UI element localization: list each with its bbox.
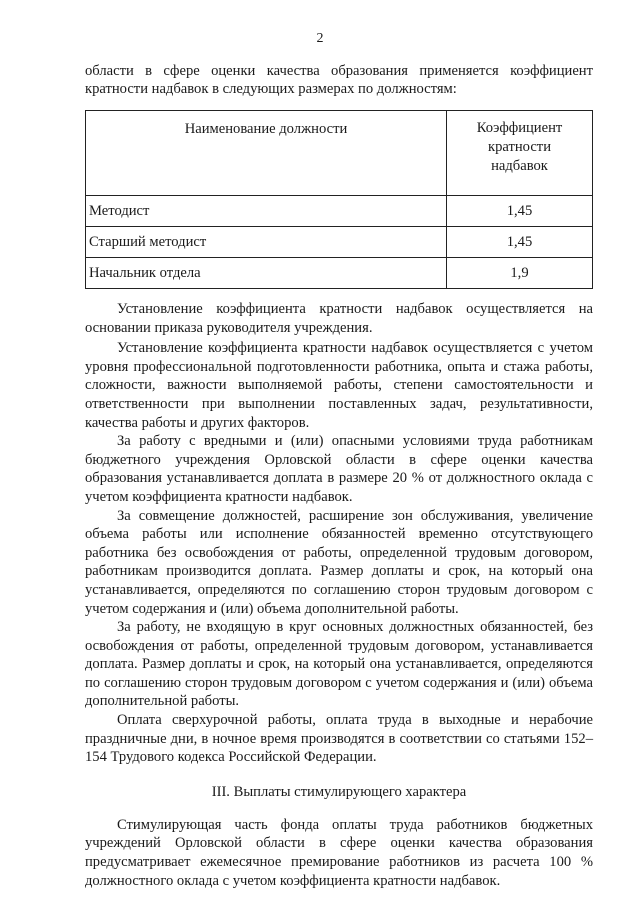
header-coefficient-line: Коэффициент [476,120,563,136]
row-coefficient: 1,45 [447,196,593,227]
table-row [86,227,593,258]
paragraph: За работу, не входящую в круг основных должностных обязанностей, без освобождения от работы, определенной трудовым договором, устанавливается доплата. Размер доплаты и срок, на который она устанавливается, определяются по соглашению сторон трудовым договором с учетом содержания и (или) объема дополнительной работы. [85,619,593,710]
table-header-row [86,111,593,196]
document-content [85,62,593,890]
header-coefficient-line: надбавок [491,158,548,174]
intro-line-2: кратности надбавок в следующих размерах по должностям: [85,81,457,97]
header-position: Наименование должности [86,111,447,196]
table-row [86,258,593,289]
paragraph: За работу с вредными и (или) опасными условиями труда работникам бюджетного учреждения Орловской области в сфере оценки качества образования устанавливается доплата в размере 20 % от должностного оклада с учетом коэффициента кратности надбавок. [85,433,593,505]
page-number: 2 [316,31,324,46]
header-coefficient-line: кратности [488,139,551,155]
intro-line-1: области в сфере оценки качества образования применяется коэффициент [85,63,593,79]
paragraph: Оплата сверхурочной работы, оплата труда в выходные и нерабочие праздничные дни, в ночное время производятся в соответствии со статьями 152–154 Трудового кодекса Российской Федерации. [85,712,593,766]
row-coefficient: 1,9 [447,258,593,289]
section-title: III. Выплаты стимулирующего характера [211,783,467,800]
final-paragraph: Стимулирующая часть фонда оплаты труда работников бюджетных учреждений Орловской области в сфере оценки качества образования предусматривает ежемесячное премирование работников из расчета 100 % должностного оклада с учетом коэффициента кратности надбавок. [85,816,593,889]
row-position: Старший методист [86,227,447,258]
paragraph: Установление коэффициента кратности надбавок осуществляется на основании приказа руководителя учреждения. [85,301,593,336]
paragraph: Установление коэффициента кратности надбавок осуществляется с учетом уровня профессиональной подготовленности работника, опыта и стажа работы, сложности, важности выполняемой работы, степени самостоятельности и ответственности при выполнении поставленных задач, результативности, качества работы и других факторов. [85,340,593,431]
row-position: Начальник отдела [86,258,447,289]
coefficient-table [85,110,593,289]
table-row [86,196,593,227]
paragraph: За совмещение должностей, расширение зон обслуживания, увеличение объема работы или исполнение обязанностей временно отсутствующего работника без освобождения от работы, определенной трудовым договором, работникам производится доплата. Размер доплаты и срок, на который она устанавливается, определяются по соглашению сторон трудовым договором с учетом содержания и (или) объема дополнительной работы. [85,507,593,617]
intro-paragraph [85,62,593,98]
body-text [85,300,593,767]
row-position: Методист [86,196,447,227]
header-coefficient [447,111,593,196]
row-coefficient: 1,45 [447,227,593,258]
